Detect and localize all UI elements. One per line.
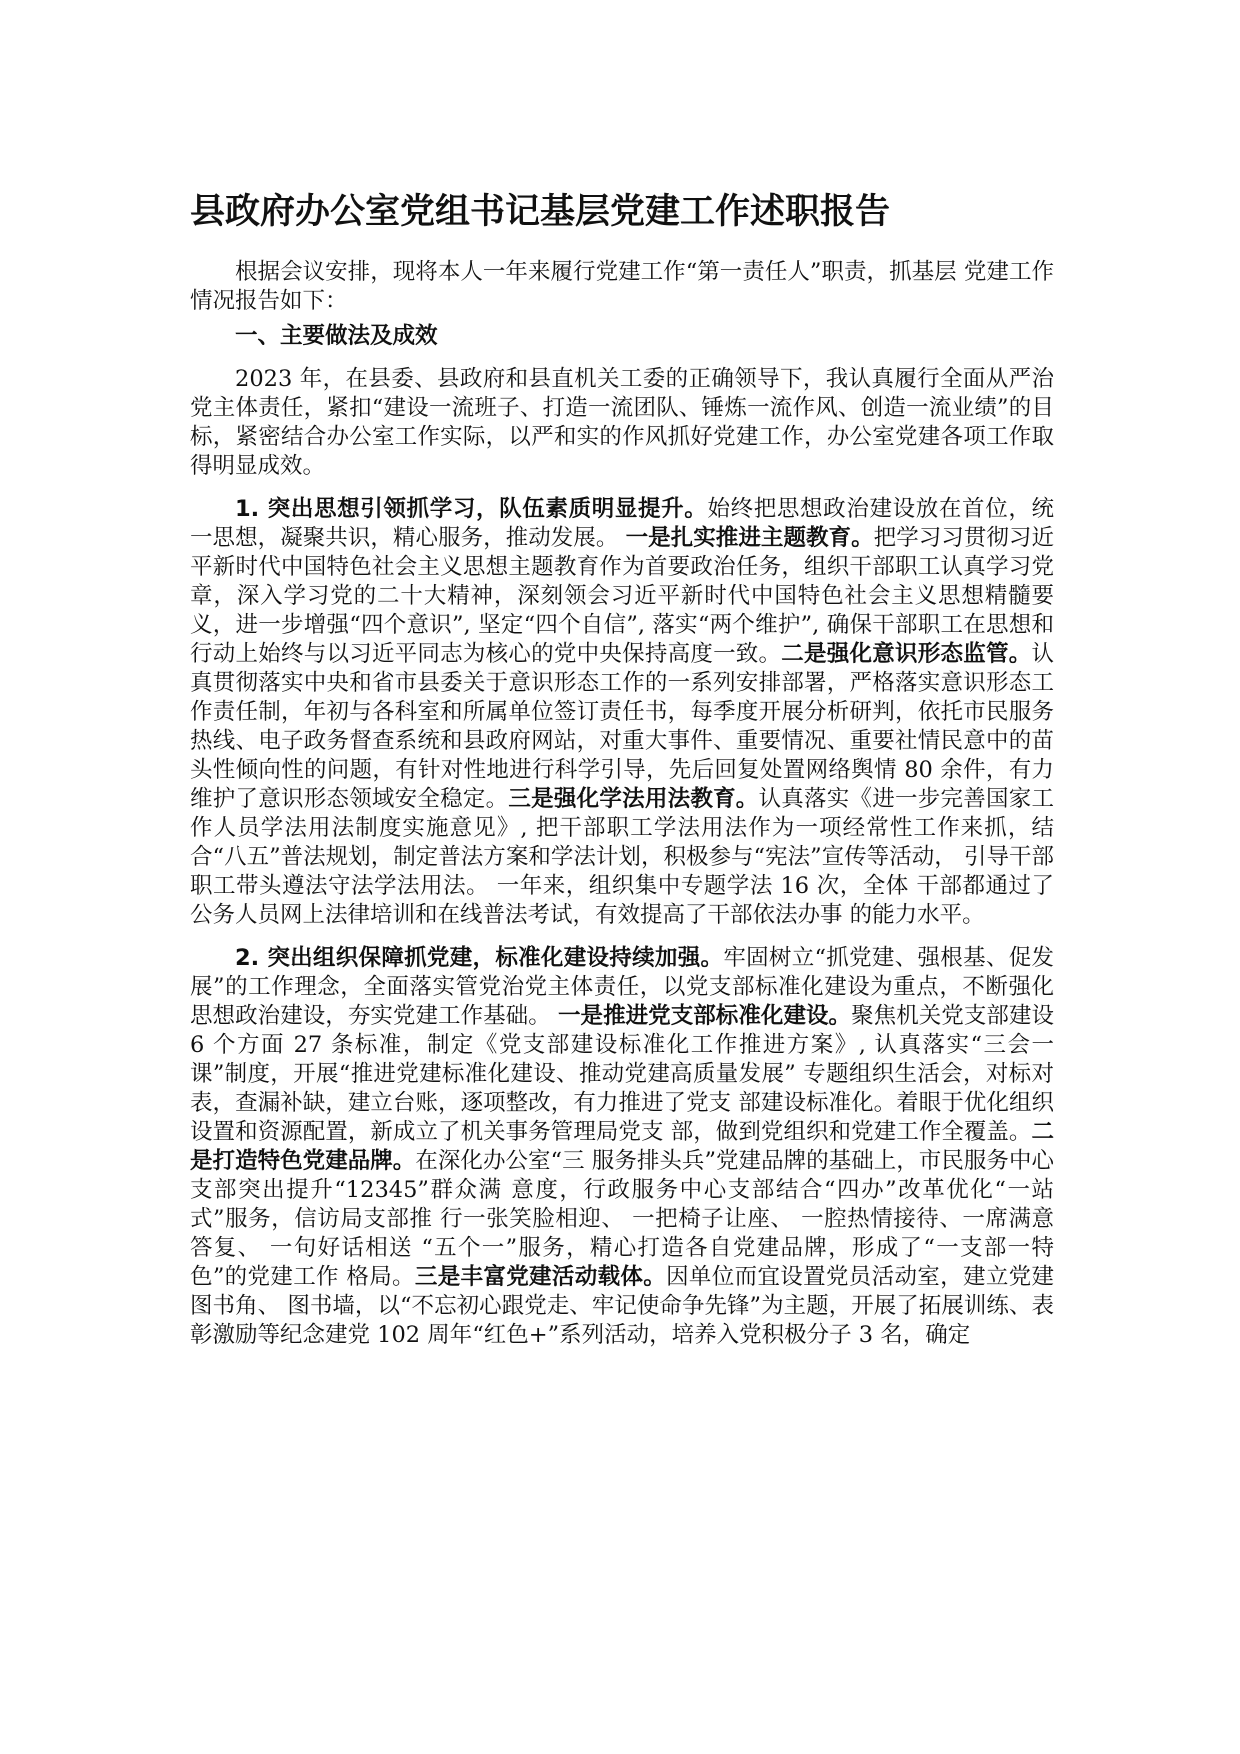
item1-sub1-lead: 一是扎实推进主题教育。 <box>625 525 874 551</box>
item2-sub3-text: 因单位而宜设置党员活动室，建立党建图书角、 图书墙，以“不忘初心跟党走、牢记使命争先锋”为主题，开展了拓展训练、表 彰激励等纪念建党 102 周年“红色+”系列活动，培养入党积极分子 3 名，确定 <box>190 1264 1054 1348</box>
item1-sub2-text: 认真贯彻落实中央和省市县委关于意识形态工作的一系列安排部署，严格落实意识形态工作责任制，年初与各科室和所属单位签订责任书，每季度开展分析研判，依托市民服务热线、电子政务督查系统和县政府网站，对重大事件、重要情况、重要社情民意中的苗头性倾向性的问题，有针对性地进行科学引导，先后回复处置网络舆情 80 余件，有力维护了意识形态领域安全稳定。 <box>190 641 1054 812</box>
item2-lead: 2. 突出组织保障抓党建，标准化建设持续加强。 <box>235 945 724 971</box>
document-page <box>190 188 1054 1350</box>
item1-paragraph <box>190 495 1054 930</box>
item2-paragraph <box>190 944 1054 1350</box>
item1-sub2-lead: 二是强化意识形态监管。 <box>781 641 1032 667</box>
section-heading: 一、主要做法及成效 <box>235 323 438 349</box>
item2-sub3-lead: 三是丰富党建活动载体。 <box>414 1264 667 1290</box>
item2-sub1-text: 聚焦机关党支部建设 6 个方面 27 条标准，制定《党支部建设标准化工作推进方案》, 认真落实“三会一课”制度，开展“推进党建标准化建设、推动党建高质量发展” 专题组织生活会，对标对表，查漏补缺，建立台账，逐项整改，有力推进了党支 部建设标准化。着眼于优化组织设置和资源配置，新成立了机关事务管理局党支 部，做到党组织和党建工作全覆盖。 <box>190 1003 1054 1145</box>
item1-sub3-text: 认真落实《进一步完善国家工作人员学法用法制度实施意见》, 把干部职工学法用法作为一项经常性工作来抓，结合“八五”普法规划，制定普法方案和学法计划，积极参与“宪法”宣传等活动， 引导干部职工带头遵法守法学法用法。 一年来，组织集中专题学法 16 次，全体 干部都通过了公务人员网上法律培训和在线普法考试，有效提高了干部依法办事 的能力水平。 <box>190 786 1054 928</box>
section-intro-paragraph: 2023 年，在县委、县政府和县直机关工委的正确领导下，我认真履行全面从严治党主体责任，紧扣“建设一流班子、打造一流团队、锤炼一流作风、创造一流业绩”的目标，紧密结合办公室工作实际，以严和实的作风抓好党建工作，办公室党建各项工作取得明显成效。 <box>190 366 1054 479</box>
item2-text: 牢固树立“抓党建、强根基、促发展”的工作理念，全面落实管党治党主体责任，以党支部标准化建设为重点，不断强化思想政治建设，夯实党建工作基础。 <box>190 945 1054 1029</box>
item1-sub3-lead: 三是强化学法用法教育。 <box>508 786 759 812</box>
intro-paragraph: 根据会议安排，现将本人一年来履行党建工作“第一责任人”职责，抓基层 党建工作情况报告如下： <box>190 259 1054 314</box>
item2-sub2-lead: 二是打造特色党建品牌。 <box>190 1119 1054 1174</box>
item1-sub1-text: 把学习习贯彻习近平新时代中国特色社会主义思想主题教育作为首要政治任务，组织干部职工认真学习党章，深入学习党的二十大精神，深刻领会习近平新时代中国特色社会主义思想精髓要义，进一步增强“四个意识”, 坚定“四个自信”, 落实“两个维护”, 确保干部职工在思想和行动上始终与以习近平同志为核心的党中央保持高度一致。 <box>190 525 1054 667</box>
item1-text: 始终把思想政治建设放在首位，统一思想，凝聚共识，精心服务，推动发展。 <box>190 496 1054 551</box>
item2-sub1-lead: 一是推进党支部标准化建设。 <box>557 1003 852 1029</box>
item2-sub2-text: 在深化办公室“三 服务排头兵”党建品牌的基础上，市民服务中心支部突出提升“12345”群众满 意度，行政服务中心支部结合“四办”改革优化“一站式”服务，信访局支部推 行一张笑脸相迎、 一把椅子让座、 一腔热情接待、一席满意答复、 一句好话相送 “五个一”服务，精心打造各自党建品牌，形成了“一支部一特色”的党建工作 格局。 <box>190 1148 1054 1290</box>
item1-lead: 1. 突出思想引领抓学习，队伍素质明显提升。 <box>235 496 708 522</box>
document-title: 县政府办公室党组书记基层党建工作述职报告 <box>190 192 891 232</box>
